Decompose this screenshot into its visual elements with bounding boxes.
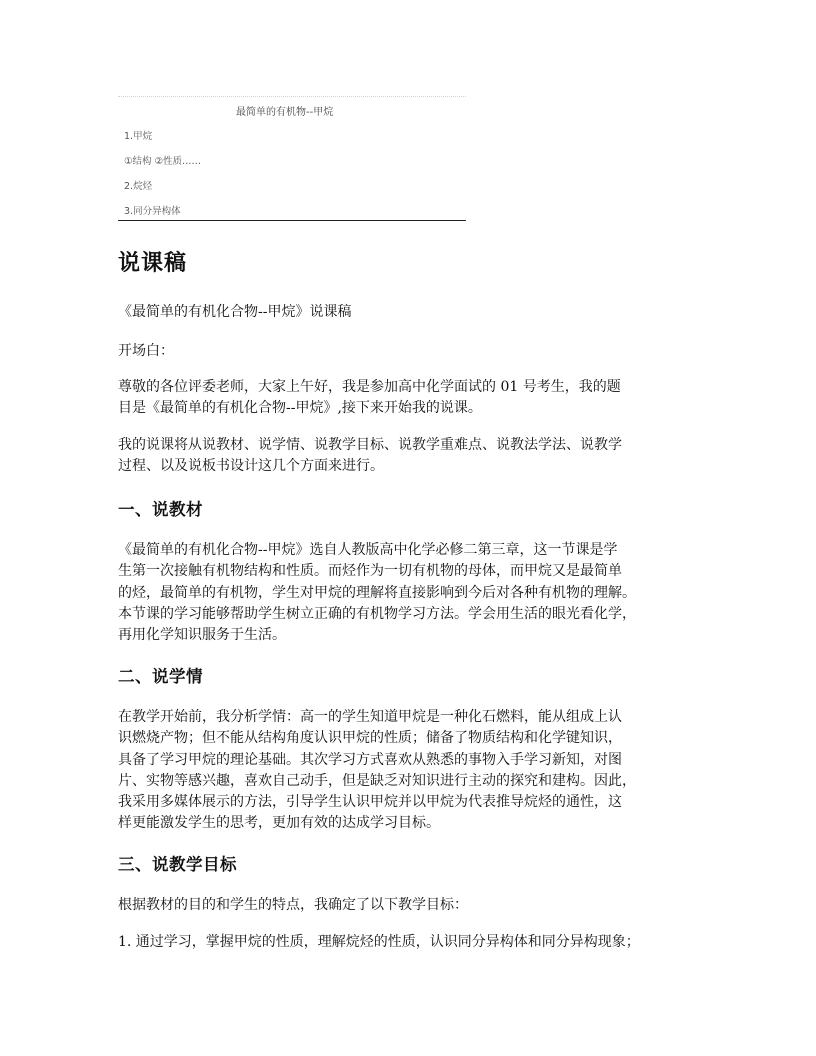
paragraph-line: 我采用多媒体展示的方法，引导学生认识甲烷并以甲烷为代表推导烷烃的通性，这 xyxy=(118,794,622,811)
paragraph-line: 《最简单的有机化合物--甲烷》选自人教版高中化学必修二第三章，这一节课是学 xyxy=(118,542,618,558)
section-paragraph xyxy=(118,707,713,835)
section-heading: 三、说教学目标 xyxy=(118,855,237,874)
paragraph-line: 目是《最简单的有机化合物--甲烷》,接下来开始我的说课。 xyxy=(118,400,482,417)
objective-item: 1. 通过学习，掌握甲烷的性质，理解烷烃的性质，认识同分异构体和同分异构现象； xyxy=(118,934,640,950)
image-top-edge xyxy=(118,96,466,97)
section-paragraph xyxy=(118,540,713,646)
section-heading: 二、说学情 xyxy=(118,667,203,686)
paragraph-line: 具备了学习甲烷的理论基础。其次学习方式喜欢从熟悉的事物入手学习新知，对图 xyxy=(118,751,622,768)
paragraph-line: 过程、以及说板书设计这几个方面来进行。 xyxy=(118,458,384,475)
plan-paragraph xyxy=(118,435,713,478)
paragraph-line: 本节课的学习能够帮助学生树立正确的有机物学习方法。学会用生活的眼光看化学， xyxy=(118,605,636,622)
paragraph-line: 识燃烧产物；但不能从结构角度认识甲烷的性质；储备了物质结构和化学键知识， xyxy=(118,730,622,747)
paragraph-line: 再用化学知识服务于生活。 xyxy=(118,627,286,644)
document-title: 说课稿 xyxy=(118,251,188,276)
section-paragraph: 根据教材的目的和学生的特点，我确定了以下教学目标： xyxy=(118,897,468,913)
opening-label: 开场白： xyxy=(118,343,174,359)
section-heading: 一、说教材 xyxy=(118,500,203,519)
paragraph-line: 生第一次接触有机物结构和性质。而烃作为一切有机物的母体，而甲烷又是最简单 xyxy=(118,563,622,580)
board-line: ①结构 ②性质…… xyxy=(124,156,202,167)
paragraph-line: 样更能激发学生的思考，更加有效的达成学习目标。 xyxy=(118,815,440,832)
lesson-subtitle: 《最简单的有机化合物--甲烷》说课稿 xyxy=(118,304,352,320)
board-line: 2.烷烃 xyxy=(124,181,153,192)
paragraph-line: 片、实物等感兴趣，喜欢自己动手，但是缺乏对知识进行主动的探究和建构。因此， xyxy=(118,772,636,789)
image-bottom-rule xyxy=(118,220,466,221)
paragraph-line: 在教学开始前，我分析学情：高一的学生知道甲烷是一种化石燃料，能从组成上认 xyxy=(118,709,622,725)
greeting-paragraph xyxy=(118,377,713,420)
paragraph-line: 的烃，最简单的有机物，学生对甲烷的理解将直接影响到今后对各种有机物的理解。 xyxy=(118,584,636,601)
board-title: 最简单的有机物--甲烷 xyxy=(236,107,334,118)
board-design-image xyxy=(118,96,466,224)
board-line: 3.同分异构体 xyxy=(124,206,181,217)
paragraph-line: 尊敬的各位评委老师，大家上午好，我是参加高中化学面试的 01 号考生，我的题 xyxy=(118,379,621,395)
paragraph-line: 我的说课将从说教材、说学情、说教学目标、说教学重难点、说教法学法、说教学 xyxy=(118,437,622,453)
board-line: 1.甲烷 xyxy=(124,131,153,142)
